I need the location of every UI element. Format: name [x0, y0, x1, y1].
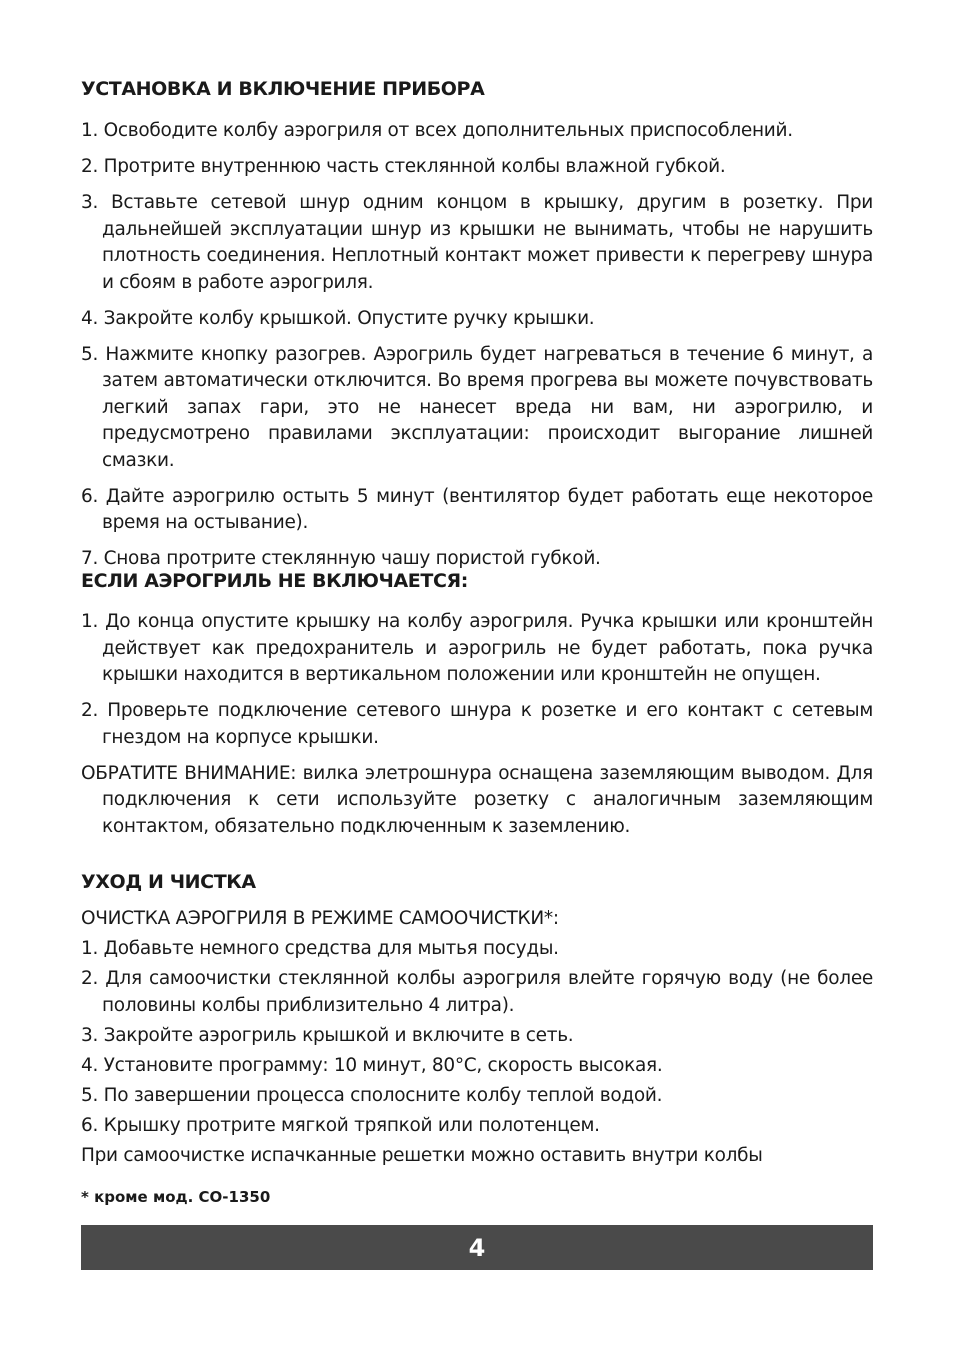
care-subtitle: ОЧИСТКА АЭРОГРИЛЯ В РЕЖИМЕ САМООЧИСТКИ*:	[81, 908, 559, 929]
list-item: 5. Нажмите кнопку разогрев. Аэрогриль будет нагреваться в течение 6 минут, а затем автоматически отключится. Во время прогрева вы можете почувствовать легкий запах гари, это не нанесет вреда ни вам, ни аэрогрилю, и предусмотрено правилами эксплуатации: происходит выгорание лишней смазки.	[81, 343, 873, 471]
page-number-bar	[81, 1225, 873, 1270]
list-item: 5. По завершении процесса сполосните колбу теплой водой.	[81, 1084, 663, 1106]
section-title-install: УСТАНОВКА И ВКЛЮЧЕНИЕ ПРИБОРА	[81, 78, 485, 100]
list-item: 2. Проверьте подключение сетевого шнура к розетке и его контакт с сетевым гнездом на корпусе крышки.	[81, 700, 873, 748]
list-item: 1. Добавьте немного средства для мытья посуды.	[81, 938, 559, 959]
list-item: 2. Для самоочистки стеклянной колбы аэрогриля влейте горячую воду (не более половины колбы приблизительно 4 литра).	[81, 968, 873, 1016]
footnote: * кроме мод. СО-1350	[81, 1188, 271, 1206]
care-section-body	[81, 906, 873, 1169]
page-number: 4	[468, 1233, 486, 1262]
care-closing-text: При самоочистке испачканные решетки можно оставить внутри колбы	[81, 1144, 763, 1166]
list-item: 1. До конца опустите крышку на колбу аэрогриля. Ручка крышки или кронштейн действует как предохранитель и аэрогриль не будет работать, пока ручка крышки находится в вертикальном положении или кронштейн не опущен.	[81, 611, 873, 685]
list-item: 2. Протрите внутреннюю часть стеклянной колбы влажной губкой.	[81, 156, 726, 177]
list-item: 4. Закройте колбу крышкой. Опустите ручку крышки.	[81, 307, 595, 329]
list-item: 4. Установите программу: 10 минут, 80°С, скорость высокая.	[81, 1054, 663, 1076]
list-item: 6. Дайте аэрогрилю остыть 5 минут (вентилятор будет работать еще некоторое время на остывание).	[81, 485, 873, 533]
list-item: 1. Освободите колбу аэрогриля от всех дополнительных приспособлений.	[81, 120, 793, 141]
install-steps-list	[81, 118, 873, 582]
attention-note: ОБРАТИТЕ ВНИМАНИЕ: вилка элетрошнура оснащена заземляющим выводом. Для подключения к сети используйте розетку с аналогичным заземляющим контактом, обязательно подключенным к заземлению.	[81, 762, 873, 837]
list-item: 3. Закройте аэрогриль крышкой и включите в сеть.	[81, 1024, 574, 1046]
list-item: 6. Крышку протрите мягкой тряпкой или полотенцем.	[81, 1114, 600, 1136]
section-title-care: УХОД И ЧИСТКА	[81, 871, 256, 893]
not-working-steps-list	[81, 609, 873, 850]
list-item: 3. Вставьте сетевой шнур одним концом в крышку, другим в розетку. При дальнейшей эксплуатации шнур из крышки не вынимать, чтобы не нарушить плотность соединения. Неплотный контакт может привести к перегреву шнура и сбоям в работе аэрогриля.	[81, 192, 873, 293]
section-title-not-working: ЕСЛИ АЭРОГРИЛЬ НЕ ВКЛЮЧАЕТСЯ:	[81, 570, 468, 592]
list-item: 7. Снова протрите стеклянную чашу пористой губкой.	[81, 548, 601, 569]
